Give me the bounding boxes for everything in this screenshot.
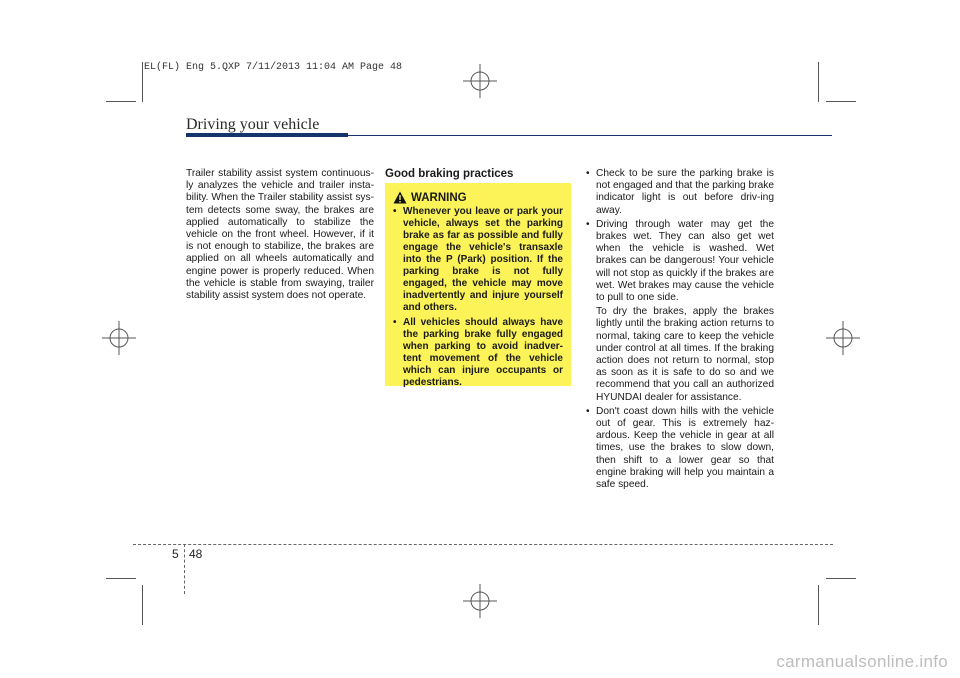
trailer-stability-paragraph: Trailer stability assist system continuous-ly analyzes the vehicle and trailer insta-bility. When the Trailer stability assist sys-tem detects some sway, the brakes are applied automatically to stabilize the vehicle on the front wheel. However, if it is not enough to stabilize, the brakes are applied on all wheels automatically and engine power is properly reduced. When the vehicle is stable from swaying, trailer stability assist system does not operate. (186, 168, 374, 302)
section-title: Driving your vehicle (186, 116, 320, 133)
warning-box (385, 183, 571, 386)
page-number: 48 (189, 547, 203, 561)
list-item-text: • Check to be sure the parking brake is not engaged and that the parking brake indicator light is out before driv-ing away. (596, 168, 774, 216)
registration-mark-icon (102, 321, 136, 355)
crop-mark (826, 101, 856, 102)
list-item-extra-text: To dry the brakes, apply the brakes lightly until the braking action returns to normal, taking care to keep the vehicle under control at all times. If the braking action does not return to normal, stop as soon as it is safe to do so and we recommend that you call an authorized HYUNDAI dealer for assistance. (596, 306, 774, 403)
column-left (186, 168, 374, 302)
warning-item: • Whenever you leave or park your vehicle, always set the parking brake as far as possible and fully engage the vehicle's transaxle into the P (Park) position. If the parking brake is not fully engaged, the vehicle may move inadvertently and injure yourself and others. (393, 206, 563, 314)
crop-mark (818, 62, 819, 102)
braking-tips-list (586, 168, 774, 491)
warning-list (393, 206, 563, 389)
list-item (586, 406, 774, 491)
warning-header (393, 191, 563, 204)
warning-title: WARNING (411, 191, 467, 204)
footer-dashed-rule (133, 544, 833, 545)
registration-mark-icon (463, 584, 497, 618)
crop-mark (106, 578, 136, 579)
registration-mark-icon (826, 321, 860, 355)
crop-mark (826, 578, 856, 579)
registration-mark-icon (463, 64, 497, 98)
list-item (586, 168, 774, 217)
warning-triangle-icon (393, 191, 407, 204)
crop-mark (818, 585, 819, 625)
warning-item: • All vehicles should always have the parking brake fully engaged when parking to avoid inadver-tent movement of the vehicle which can injure occupants or pedestrians. (393, 317, 563, 389)
list-item (586, 219, 774, 404)
column-right (586, 168, 774, 493)
footer-dashed-divider (184, 544, 185, 594)
crop-mark (106, 101, 136, 102)
list-item-text: • Driving through water may get the brakes wet. They can also get wet when the vehicle is washed. Wet brakes can be dangerous! Your vehicle will not stop as quickly if the brakes are wet. Wet brakes may cause the vehicle to pull to one side. (596, 218, 774, 304)
chapter-number: 5 (172, 547, 179, 561)
crop-mark (142, 585, 143, 625)
crop-mark (142, 62, 143, 102)
watermark: carmanualsonline.info (776, 652, 948, 671)
section-heading: Good braking practices (385, 168, 514, 180)
header-bar (186, 133, 348, 137)
print-slug: EL(FL) Eng 5.QXP 7/11/2013 11:04 AM Page 48 (144, 62, 403, 73)
list-item-text: • Don't coast down hills with the vehicle out of gear. This is extremely haz-ardous. Keep the vehicle in gear at all times, use the brakes to slow down, then shift to a lower gear so that engine braking will help you maintain a safe speed. (596, 405, 774, 491)
